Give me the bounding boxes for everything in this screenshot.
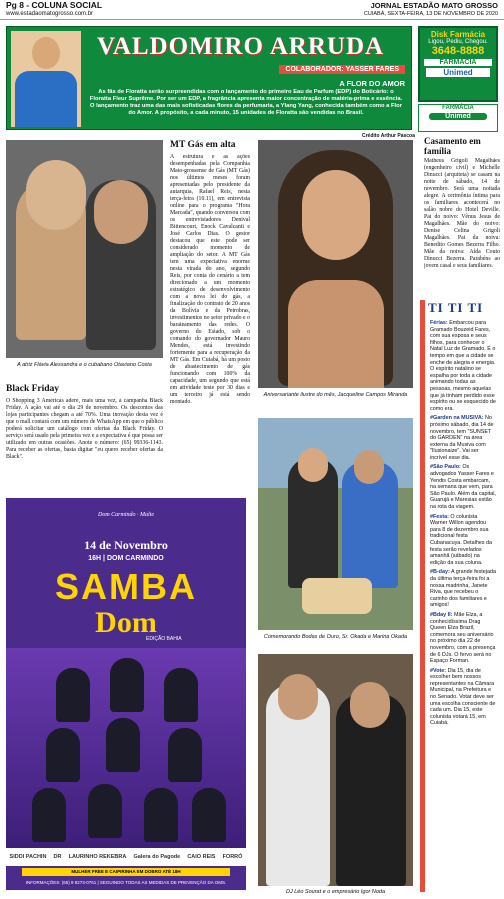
titi-item-text: O colunista Warner Willon agendou para 8 de dezembro sua tradicional festa Cubanacuya. Detalhes da festa serão revelados amanhã (sábado) na edição da sua coluna. bbox=[430, 513, 493, 566]
pharmacy-ad bbox=[418, 26, 498, 102]
face-shape bbox=[302, 170, 370, 260]
titi-item-text: Os advogados Yasser Fares e Yendis Costa embarcam, na semana que vem, para São Paulo. Além da capital, Guarujá e Maresias estão na rota da viagem. bbox=[430, 464, 496, 511]
sponsor-logo: FORRÓ bbox=[222, 854, 243, 860]
ad-slogan: Ligou, Pediu, Chegou. bbox=[428, 39, 488, 45]
sponsor-logo: CAIO REIS bbox=[187, 854, 216, 860]
dj-photo bbox=[258, 654, 413, 886]
businessman-face bbox=[350, 682, 390, 728]
casamento-text: Matheus Grigoli Magalhães (engenheiro civil) e Michelle Dinucci (arquiteta) se casam na noite de sábado, 14 de novembro. Será uma noitada alegre. A cerimônia íntima para os familiares acontecerá no salão nobre do Hotel Deville. Pai do noivo: Vênus Jesus de Magalhães. Mãe do noivo: Denise Celina Grigoli Magalhães. Pai da noiva: Benedito Gomes Bezerra Filho. Mãe da noiva: Aída Couto Dinucci Bezerra. Parabéns ao jovem casal e seus familiares. bbox=[424, 158, 500, 269]
titi-item bbox=[430, 320, 496, 412]
musician-figure bbox=[168, 728, 202, 782]
unimed-brand: Unimed bbox=[429, 113, 487, 120]
man-face bbox=[354, 450, 384, 484]
titi-side-strip bbox=[420, 300, 425, 892]
musician-figure bbox=[192, 788, 226, 842]
poster-logos: Dom Carmindo · Malte bbox=[98, 512, 154, 518]
poster-sponsors bbox=[6, 848, 246, 866]
ad-title: Disk Farmácia bbox=[430, 30, 486, 39]
titi-tag: #Festa: bbox=[430, 513, 449, 520]
columnist-shirt bbox=[15, 71, 77, 127]
paper-title: JORNAL ESTADÃO MATO GROSSO bbox=[370, 1, 498, 10]
unimed-ad bbox=[418, 104, 498, 132]
musician-figure bbox=[106, 718, 140, 772]
photo-credit: Crédito Arthur Pascoa bbox=[362, 133, 415, 139]
columnist-name: VALDOMIRO ARRUDA bbox=[97, 33, 385, 60]
titi-tag: #Bday II: bbox=[430, 611, 453, 618]
blackfriday-title: Black Friday bbox=[6, 384, 60, 394]
okada-photo bbox=[258, 418, 413, 630]
sponsor-logo: SIDDI PACHIN bbox=[9, 854, 47, 860]
edition-date: CUIABÁ, SEXTA-FEIRA, 13 DE NOVEMBRO DE 2020 bbox=[363, 11, 498, 17]
paper-label bbox=[364, 1, 498, 19]
titi-item bbox=[430, 612, 496, 665]
blackfriday-text: O Shopping 3 Américas adere, mais uma vez, à campanha Black Friday. A ação vai até o dia 29 de novembro. Os descontos das lojas participantes chegam a até 70%. Uma inovação desta vez é que o mall contará com um número de WhatsApp em que o público poderá solicitar um catálogo com ofertas da Black Friday. O serviço será usado pela primeira vez e a expectativa é que possa ser utilizado em outras ocasiões. Anote o número: (65) 99336-1143. Para receber as ofertas, basta digitar "eu quero receber ofertas da Black". bbox=[6, 398, 163, 460]
dj-caption: DJ Léo Sourat e o empresário Igor Noda bbox=[285, 889, 386, 895]
poster-info: INFORMAÇÕES: (65) 9 9273-0761 | SEGUINDO TODAS AS MEDIDAS DE PREVENÇÃO DA OMS. bbox=[25, 880, 227, 885]
cake-shape bbox=[302, 578, 372, 614]
banner-headline: A FLOR DO AMOR bbox=[339, 79, 405, 88]
musician-figure bbox=[164, 668, 198, 722]
titi-tag: Férias: bbox=[430, 320, 448, 326]
jacqueline-photo bbox=[258, 140, 413, 388]
column-banner bbox=[6, 26, 412, 130]
titi-item bbox=[430, 569, 496, 609]
collaborator-label: COLABORADOR: YASSER FARES bbox=[279, 65, 405, 74]
titi-item-text: A grande festejada da última terça-feira foi a nossa madrinha, Janete Riva, que recebeu o carinho dos familiares e amigos! bbox=[430, 569, 496, 609]
poster-sub: 16H | DOM CARMINDO bbox=[88, 555, 164, 562]
banner-text: As fãs de Floratta serão surpreendidas com o lançamento do primeiro Eau de Parfum (EDP) do Boticário: o Floratta Fleur Suprême. Por ser um EDP, a fragrância apresenta maior concentração de matéria-prima e essência. O lançamento traz uma das mais sofisticadas flores da perfumaria, a Ylang Yang, conhecida também como a Flor do Amor. A propósito, a cada minuto, 15 unidades de Floratta são vendidas no Brasil. bbox=[89, 89, 403, 116]
poster-promo-strip: MULHER FREE E CAIPIRINHA EM DOBRO ATÉ 18H bbox=[22, 868, 230, 876]
ad-brand: Unimed bbox=[426, 68, 490, 77]
poster-band-area bbox=[6, 648, 246, 848]
titi-item bbox=[430, 464, 496, 510]
poster-edition: EDIÇÃO BAHIA bbox=[146, 636, 182, 642]
ad-farmacia: FARMÁCIA bbox=[424, 59, 492, 66]
sponsor-logo: Galera do Pagode bbox=[133, 854, 181, 860]
shoulders-shape bbox=[288, 280, 384, 388]
columnist-photo bbox=[11, 31, 81, 127]
titi-item-text: Mãe Elza, a conhecidíssima Drag Queen Elza Brazil, comemora seu aniversário no próximo dia 22 de novembro, com a presença de 6 DJs. O fervo será no Espaço Forman. bbox=[430, 611, 496, 665]
musician-figure bbox=[144, 788, 178, 842]
musician-figure bbox=[56, 668, 90, 722]
man-face bbox=[94, 180, 148, 244]
poster-title-dom: Dom bbox=[95, 606, 157, 639]
titi-item-text: Embarcou para Gramado Bouzeid Fares, com sua esposa e seus filhos, para conhecer o Natal Luz de Gramado. É o tempo em que a cidade se enche de alegria e energia. O espírito natalino se espalha por toda a cidade animando todas as pessoas, mesmo aquelas que já tinham perdido esse espírito ou se esquecido de como era. bbox=[430, 320, 496, 412]
musician-figure bbox=[32, 788, 66, 842]
sponsor-logo: DR bbox=[53, 854, 62, 860]
mtgas-title: MT Gás em alta bbox=[170, 140, 236, 150]
woman-face bbox=[26, 160, 86, 230]
titi-tag: #Vote: bbox=[430, 667, 447, 674]
titi-tag: #B-day: bbox=[430, 569, 450, 576]
casamento-title: Casamento em família bbox=[424, 136, 481, 156]
couple-photo bbox=[6, 140, 163, 358]
section-label bbox=[6, 1, 102, 19]
dj-face bbox=[278, 674, 318, 720]
titi-tag: #São Paulo: bbox=[430, 464, 461, 471]
titi-item bbox=[430, 415, 496, 461]
samba-dom-poster bbox=[6, 498, 246, 890]
titi-title: TI TI TI bbox=[428, 300, 484, 315]
ad-phone: 3648-8888 bbox=[431, 45, 485, 57]
site-url: www.estadaomatogrosso.com.br bbox=[6, 11, 94, 17]
poster-title-samba: SAMBA bbox=[55, 566, 197, 607]
page-header-bar bbox=[0, 0, 504, 20]
sponsor-logo: LAURINHO REKEBRA bbox=[68, 854, 127, 860]
columnist-head bbox=[32, 37, 60, 69]
okada-caption: Comemorando Bodas de Ouro, Sr. Okada e Marina Okada bbox=[263, 634, 408, 640]
titi-item-text: No próximo sábado, dia 14 de novembro, tem "SUNSET do GARDEN" na área externa da Musiva com "Ilusionaize". Vai ser incrível esse dia. bbox=[430, 415, 494, 461]
section-title: Pg 8 - COLUNA SOCIAL bbox=[6, 0, 103, 10]
titi-item bbox=[430, 668, 496, 727]
titi-tag: #Garden na MUSIVA: bbox=[430, 415, 484, 422]
titi-item-text: Dia 15, dia de escolher bem nossos representantes na Câmara Municipal, na Prefeitura e no Senado. Votar deve ser uma escolha consciente de cada um. Dia 15, este colunista votará 15, em Cuiabá. bbox=[430, 667, 496, 727]
mtgas-text: A estrutura e as ações desempenhadas pela Companhia Mato-grossense de Gás (MT Gás) nos últimos meses foram apresentadas pelo presidente da autarquia, Rafael Reis, nesta terça-feira (10.11), em entrevista online para o programa "Hora Marcada", quando conversou com os entrevistadores Denival Bittencourt, Enock Cavalcanti e José Carlos Dias. O gestor destacou que este pode ser considerado momento de ampliação do setor. A MT Gás tem uma expectativa enorme nesta virada do ano, segundo Reis, por conta do cenário a tem direcionado a um momento estratégico de desenvolvimento com a nova lei do gás, a finalização do contrato de 20 anos da Bolívia e da Petrobras, investimentos no setor privado e o barateamento das redes. O governo do Estado, sob o comando do governador Mauro Mendes, está investindo fortemente para a recuperação da MT Gás. Em Cuiabá, há um posto de abastecimento de gás funcionando com 100% da capacidade, um segundo que está em atividade teste por 30 dias e um terceiro já está sendo montado. bbox=[170, 154, 250, 405]
couple-caption: A atriz Flávia Alessandra e o cubabano Otaviano Costa bbox=[17, 362, 152, 368]
unimed-label: FARMÁCIA bbox=[442, 105, 474, 111]
titi-item bbox=[430, 514, 496, 567]
musician-figure bbox=[88, 784, 122, 838]
musician-figure bbox=[110, 658, 144, 712]
titi-text bbox=[430, 320, 496, 727]
woman-face bbox=[298, 448, 328, 482]
jacqueline-caption: Aniversariante ilustre do mês, Jacqueline Campos Miranda bbox=[263, 392, 408, 398]
musician-figure bbox=[46, 728, 80, 782]
poster-date: 14 de Novembro bbox=[84, 538, 168, 552]
